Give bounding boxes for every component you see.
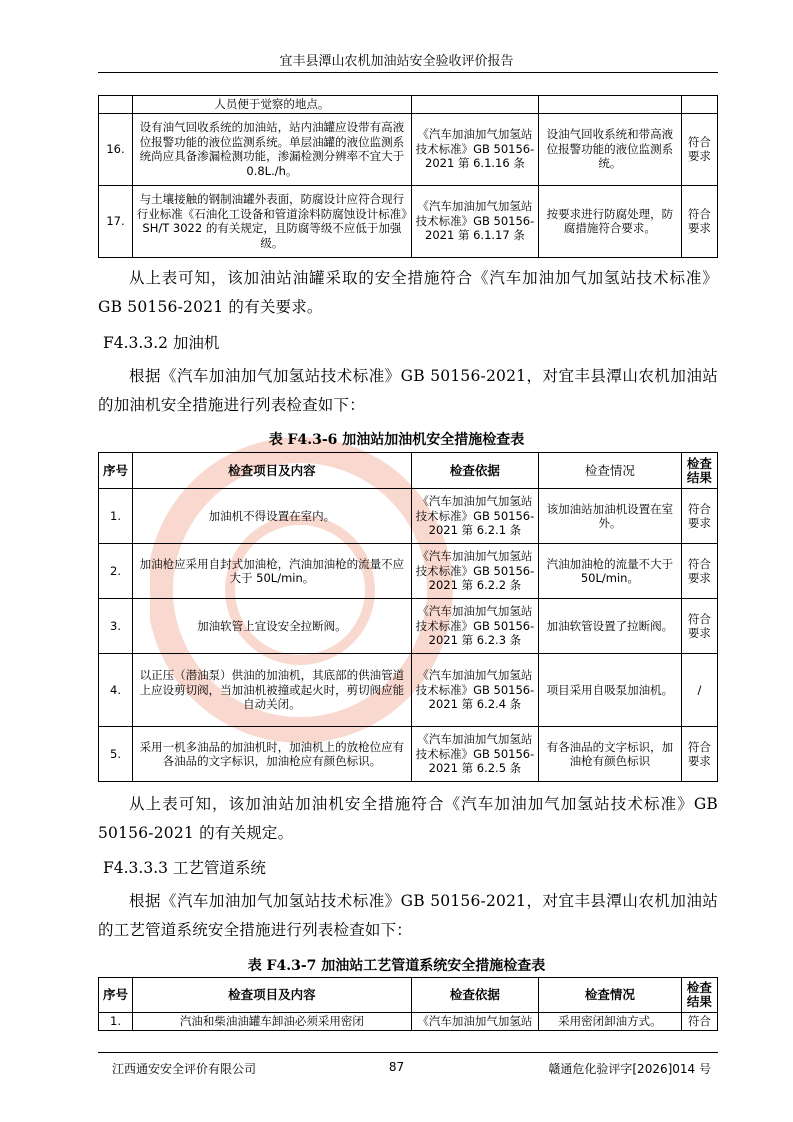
section-heading-piping: F4.3.3.3 工艺管道系统 [103,859,266,877]
cell-status: 加油软管设置了拉断阀。 [539,599,682,654]
cell-status: 有各油品的文字标识，加油枪有颜色标识 [539,727,682,782]
table-row [99,654,718,727]
table-caption-piping: 表 F4.3-7 加油站工艺管道系统安全措施检查表 [247,958,546,974]
header-rule [98,72,718,73]
paragraph-tank-conclusion: 从上表可知，该加油站油罐采取的安全措施符合《汽车加油加气加氢站技术标准》GB 50156-2021 的有关要求。 [98,269,718,316]
table-row [99,113,718,185]
dispenser-safety-table [98,452,718,782]
cell-status: 设油气回收系统和带高液位报警功能的液位监测系统。 [539,113,682,185]
cell-item: 汽油和柴油油罐车卸油必须采用密闭 [133,1013,412,1031]
cell-result: 符合 [681,1013,717,1031]
header-result: 检查结果 [681,978,717,1013]
cell-basis [411,96,538,114]
table-caption-dispenser: 表 F4.3-6 加油站加油机安全措施检查表 [268,432,525,448]
cell-no: 17. [99,185,133,257]
cell-basis: 《汽车加油加气加氢站技术标准》GB 50156-2021 第 6.2.5 条 [411,727,538,782]
cell-result: / [681,654,717,727]
table-row [99,727,718,782]
cell-item: 以正压（潜油泵）供油的加油机，其底部的供油管道上应设剪切阀，当加油机被撞或起火时，剪切阀应能自动关闭。 [133,654,412,727]
cell-result: 符合要求 [681,489,717,544]
header-status: 检查情况 [539,453,682,489]
header-basis: 检查依据 [411,453,538,489]
table-row [99,185,718,257]
header-result: 检查结果 [681,453,717,489]
table-row [99,96,718,114]
cell-basis: 《汽车加油加气加氢站技术标准》GB 50156-2021 第 6.1.16 条 [411,113,538,185]
paragraph-piping-intro: 根据《汽车加油加气加氢站技术标准》GB 50156-2021，对宜丰县潭山农机加油站的工艺管道系统安全措施进行列表检查如下： [98,892,718,939]
cell-result: 符合要求 [681,599,717,654]
header-no: 序号 [99,453,133,489]
cell-result: 符合要求 [681,185,717,257]
cell-basis: 《汽车加油加气加氢站技术标准》GB 50156-2021 第 6.2.3 条 [411,599,538,654]
footer-document-number: 赣通危化验评字[2026]014 号 [548,1062,711,1076]
page-header-title: 宜丰县潭山农机加油站安全验收评价报告 [279,54,514,69]
section-heading-dispenser: F4.3.3.2 加油机 [103,334,220,352]
header-status: 检查情况 [539,978,682,1013]
footer-company: 江西通安安全评价有限公司 [112,1062,257,1076]
cell-status: 汽油加油枪的流量不大于 50L/min。 [539,544,682,599]
table-header-row [99,978,718,1013]
cell-no: 4. [99,654,133,727]
cell-item: 采用一机多油品的加油机时，加油机上的放枪位应有各油品的文字标识，加油枪应有颜色标识。 [133,727,412,782]
cell-no [99,96,133,114]
cell-status: 项目采用自吸泵加油机。 [539,654,682,727]
cell-item: 与土壤接触的钢制油罐外表面，防腐设计应符合现行行业标准《石油化工设备和管道涂料防腐蚀设计标准》SH/T 3022 的有关规定，且防腐等级不应低于加强级。 [133,185,412,257]
cell-basis: 《汽车加油加气加氢站技术标准》GB 50156-2021 第 6.2.4 条 [411,654,538,727]
header-no: 序号 [99,978,133,1013]
table-row [99,544,718,599]
table-row [99,489,718,544]
table-row [99,599,718,654]
cell-status: 该加油站加油机设置在室外。 [539,489,682,544]
cell-no: 1. [99,489,133,544]
cell-item: 加油软管上宜设安全拉断阀。 [133,599,412,654]
cell-item: 加油机不得设置在室内。 [133,489,412,544]
cell-item: 设有油气回收系统的加油站，站内油罐应设带有高液位报警功能的液位监测系统。单层油罐的液位监测系统尚应具备渗漏检测功能，渗漏检测分辨率不宜大于 0.8L./h。 [133,113,412,185]
cell-result: 符合要求 [681,113,717,185]
cell-no: 16. [99,113,133,185]
cell-no: 1. [99,1013,133,1031]
cell-result: 符合要求 [681,544,717,599]
cell-status: 采用密闭卸油方式。 [539,1013,682,1031]
footer-rule [98,1052,718,1053]
cell-status [539,96,682,114]
cell-no: 5. [99,727,133,782]
cell-basis: 《汽车加油加气加氢站技术标准》GB 50156-2021 第 6.2.2 条 [411,544,538,599]
cell-result: 符合要求 [681,727,717,782]
cell-no: 2. [99,544,133,599]
cell-basis: 《汽车加油加气加氢站 [411,1013,538,1031]
paragraph-dispenser-conclusion: 从上表可知，该加油站加油机安全措施符合《汽车加油加气加氢站技术标准》GB 50156-2021 的有关规定。 [98,795,718,842]
paragraph-dispenser-intro: 根据《汽车加油加气加氢站技术标准》GB 50156-2021，对宜丰县潭山农机加油站的加油机安全措施进行列表检查如下： [98,367,718,414]
tank-safety-table-continued [98,95,718,258]
cell-item: 加油枪应采用自封式加油枪，汽油加油枪的流量不应大于 50L/min。 [133,544,412,599]
table-row [99,1013,718,1031]
cell-basis: 《汽车加油加气加氢站技术标准》GB 50156-2021 第 6.2.1 条 [411,489,538,544]
header-item: 检查项目及内容 [133,453,412,489]
table-header-row [99,453,718,489]
header-item: 检查项目及内容 [133,978,412,1013]
cell-no: 3. [99,599,133,654]
cell-status: 按要求进行防腐处理，防腐措施符合要求。 [539,185,682,257]
footer-page-number: 87 [388,1060,405,1074]
piping-safety-table [98,977,718,1031]
cell-basis: 《汽车加油加气加氢站技术标准》GB 50156-2021 第 6.1.17 条 [411,185,538,257]
header-basis: 检查依据 [411,978,538,1013]
cell-item: 人员便于觉察的地点。 [133,96,412,114]
cell-result [681,96,717,114]
